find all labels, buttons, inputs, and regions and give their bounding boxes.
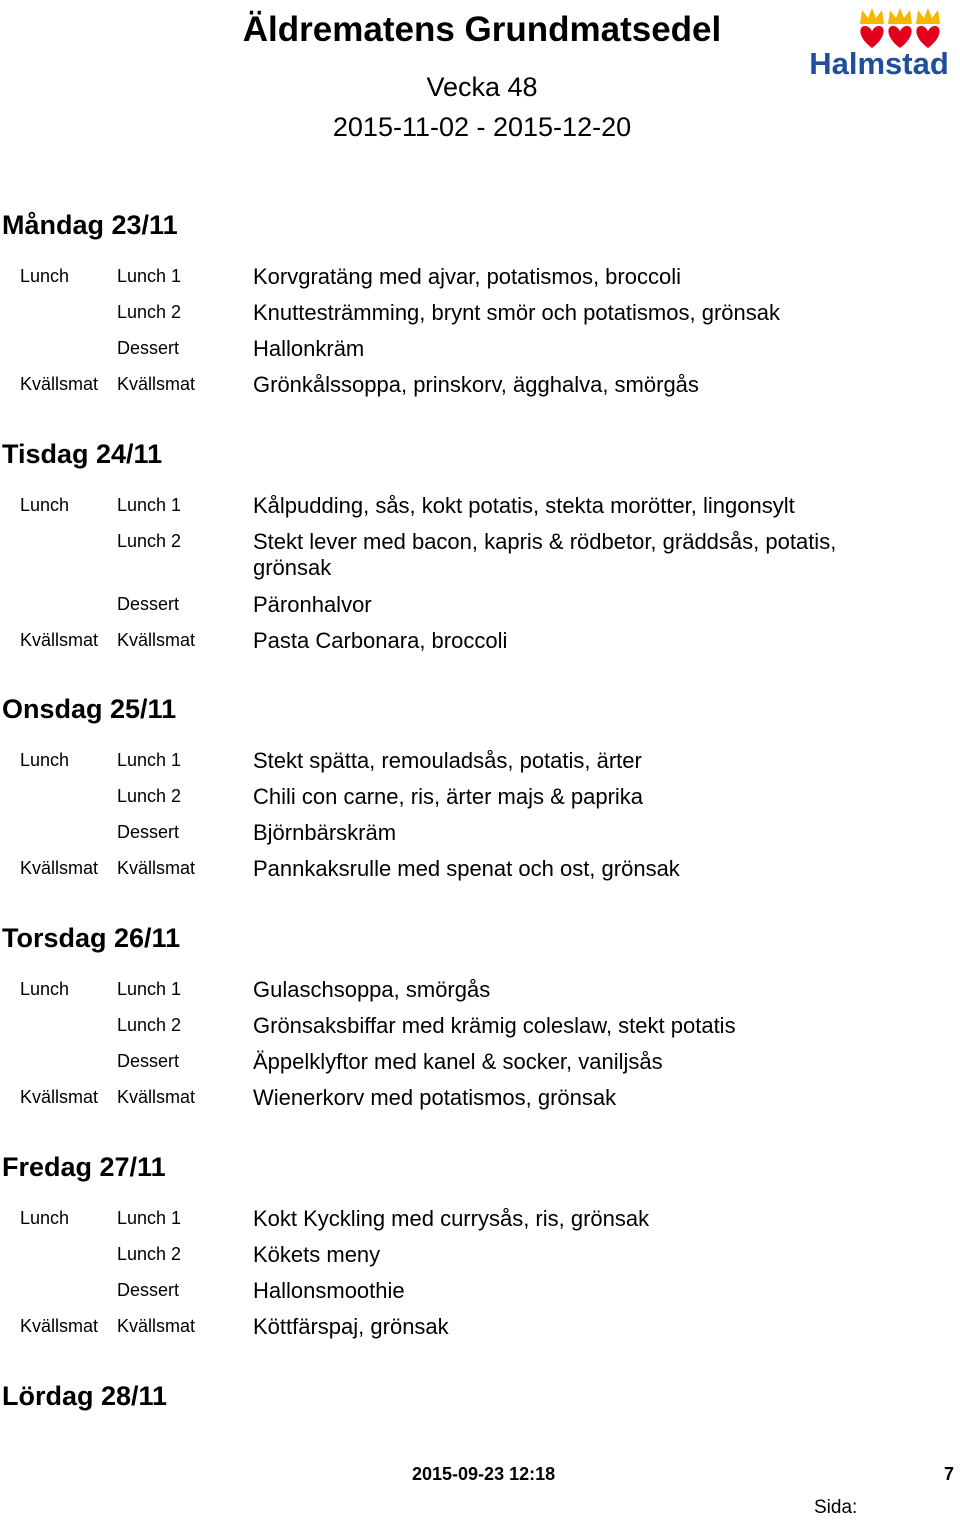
dish-text: Stekt lever med bacon, kapris & rödbetor, gräddsås, potatis, grönsak [253,529,837,580]
dish-text: Chili con carne, ris, ärter majs & paprika [253,784,644,809]
week-label: Vecka 48 [426,72,538,102]
dish-text: Kokt Kyckling med currysås, ris, grönsak [253,1206,650,1231]
meal-label: Kvällsmat [20,1087,99,1107]
meal-label: Kvällsmat [20,1316,99,1336]
dish-text: Hallonsmoothie [253,1278,405,1303]
course-label: Lunch 1 [117,495,182,515]
dish-text: Kålpudding, sås, kokt potatis, stekta morötter, lingonsylt [253,493,795,518]
course-label: Lunch 2 [117,302,182,322]
heart-icon [860,26,939,48]
course-label: Dessert [117,1280,180,1300]
course-label: Kvällsmat [117,1316,196,1336]
course-label: Dessert [117,338,180,358]
dish-text: Grönkålssoppa, prinskorv, ägghalva, smörgås [253,372,699,397]
course-label: Lunch 2 [117,786,182,806]
meal-label: Lunch [20,266,70,286]
crown-icon [860,8,940,24]
course-label: Lunch 2 [117,1015,182,1035]
page-label: Sida: [814,1497,858,1518]
course-label: Kvällsmat [117,858,196,878]
page-number: 7 [944,1464,955,1484]
course-label: Lunch 2 [117,531,182,551]
course-label: Dessert [117,1051,180,1071]
meal-label: Lunch [20,979,70,999]
course-label: Kvällsmat [117,630,196,650]
dish-text: Hallonkräm [253,336,365,361]
course-label: Lunch 1 [117,979,182,999]
day-heading: Fredag 27/11 [2,1152,166,1182]
course-label: Kvällsmat [117,1087,196,1107]
course-label: Dessert [117,594,180,614]
meal-label: Lunch [20,750,70,770]
meal-label: Lunch [20,495,70,515]
dish-text: Äppelklyftor med kanel & socker, vaniljsås [253,1049,663,1074]
dish-text: Björnbärskräm [253,820,397,845]
dish-text: Pannkaksrulle med spenat och ost, grönsak [253,856,680,881]
day-heading: Tisdag 24/11 [2,439,163,469]
course-label: Dessert [117,822,180,842]
logo-wordmark: Halmstad [809,46,949,78]
dish-text: Päronhalvor [253,592,372,617]
course-label: Lunch 1 [117,266,182,286]
dish-text: Gulaschsoppa, smörgås [253,977,491,1002]
dish-text: Grönsaksbiffar med krämig coleslaw, stekt potatis [253,1013,736,1038]
page-title: Äldrematens Grundmatsedel [242,10,722,49]
dish-text: Stekt spätta, remouladsås, potatis, ärter [253,748,642,773]
course-label: Lunch 1 [117,750,182,770]
dish-text: Pasta Carbonara, broccoli [253,628,508,653]
dish-text: Köttfärspaj, grönsak [253,1314,449,1339]
dish-text: Kökets meny [253,1242,381,1267]
course-label: Lunch 2 [117,1244,182,1264]
course-label: Lunch 1 [117,1208,182,1228]
day-heading: Måndag 23/11 [2,210,178,240]
meal-label: Kvällsmat [20,858,99,878]
date-range: 2015-11-02 - 2015-12-20 [332,112,632,142]
halmstad-logo [798,4,960,78]
dish-text: Korvgratäng med ajvar, potatismos, broccoli [253,264,681,289]
meal-label: Kvällsmat [20,630,99,650]
day-heading: Torsdag 26/11 [2,923,181,953]
dish-text: Knuttesträmming, brynt smör och potatismos, grönsak [253,300,780,325]
day-heading: Onsdag 25/11 [2,694,177,724]
day-heading: Lördag 28/11 [2,1381,168,1411]
meal-label: Lunch [20,1208,70,1228]
dish-text: Wienerkorv med potatismos, grönsak [253,1085,617,1110]
print-timestamp: 2015-09-23 12:18 [412,1464,556,1484]
course-label: Kvällsmat [117,374,196,394]
meal-label: Kvällsmat [20,374,99,394]
